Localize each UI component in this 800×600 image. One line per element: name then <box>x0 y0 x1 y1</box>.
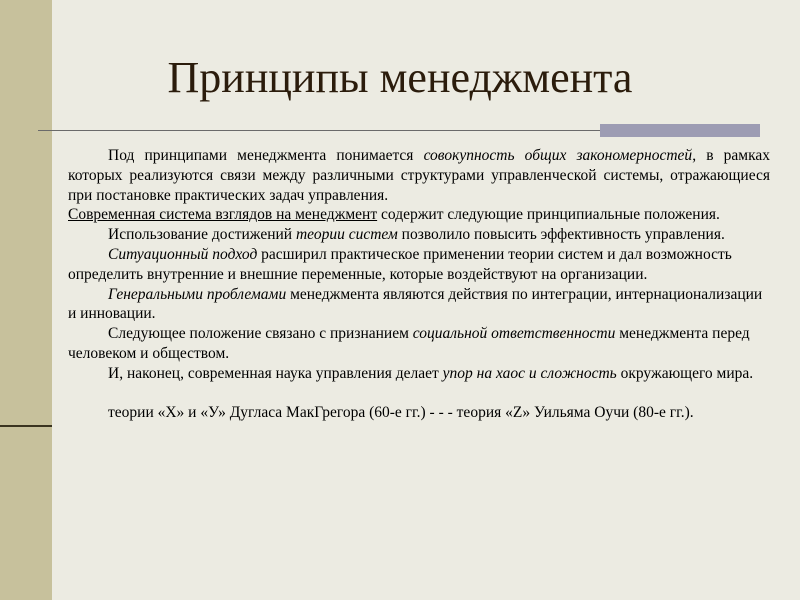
underlined-phrase: Современная система взглядов на менеджмент <box>68 206 378 224</box>
paragraph-social-responsibility <box>68 324 770 364</box>
text: содержит следующие принципиальные положения. <box>377 206 720 224</box>
text: , в рамках которых реализуются связи между различными структурами управленческой системы, отражающиеся при постановке практических задач управления. <box>68 147 771 204</box>
spacer <box>68 384 770 403</box>
band-divider <box>0 425 52 427</box>
text: И, наконец, современная наука управления делает <box>108 364 443 382</box>
emphasis: Ситуационный подход <box>108 245 258 263</box>
text: Следующее положение связано с признанием <box>108 325 413 343</box>
emphasis: упор на хаос и сложность <box>442 364 617 382</box>
text: менеджмента являются действия по интеграции, интернационализации и инновации. <box>68 285 763 323</box>
emphasis: совокупность общих закономерностей <box>423 147 693 164</box>
paragraph-definition <box>68 146 770 205</box>
paragraph-systems-theory <box>68 225 770 245</box>
paragraph-modern-system <box>68 205 770 225</box>
emphasis: социальной ответственности <box>412 325 616 343</box>
emphasis: Генеральными проблемами <box>108 285 287 303</box>
text: окружающего мира. <box>616 364 754 382</box>
text: Под принципами менеджмента понимается <box>108 147 424 164</box>
text: расширил практическое применении теории систем и дал возможность определить внутренние и внешние переменные, которые воздействуют на организации. <box>68 245 732 283</box>
text: позволило повысить эффективность управления. <box>397 226 725 244</box>
emphasis: теории систем <box>295 226 398 244</box>
slide-title: Принципы менеджмента <box>167 53 633 102</box>
paragraph-situational-approach <box>68 245 770 285</box>
paragraph-theories: теории «Х» и «У» Дугласа МакГрегора (60-е гг.) - - - теория «Z» Уильяма Оучи (80-е гг.). <box>108 403 694 421</box>
slide-content <box>68 146 770 422</box>
title-rule-line <box>38 130 600 131</box>
text: менеджмента перед человеком и обществом. <box>68 325 750 362</box>
title-rule-bar <box>600 124 760 137</box>
paragraph-general-problems <box>68 285 770 325</box>
paragraph-chaos-complexity <box>68 364 770 384</box>
text: Использование достижений <box>108 226 296 244</box>
